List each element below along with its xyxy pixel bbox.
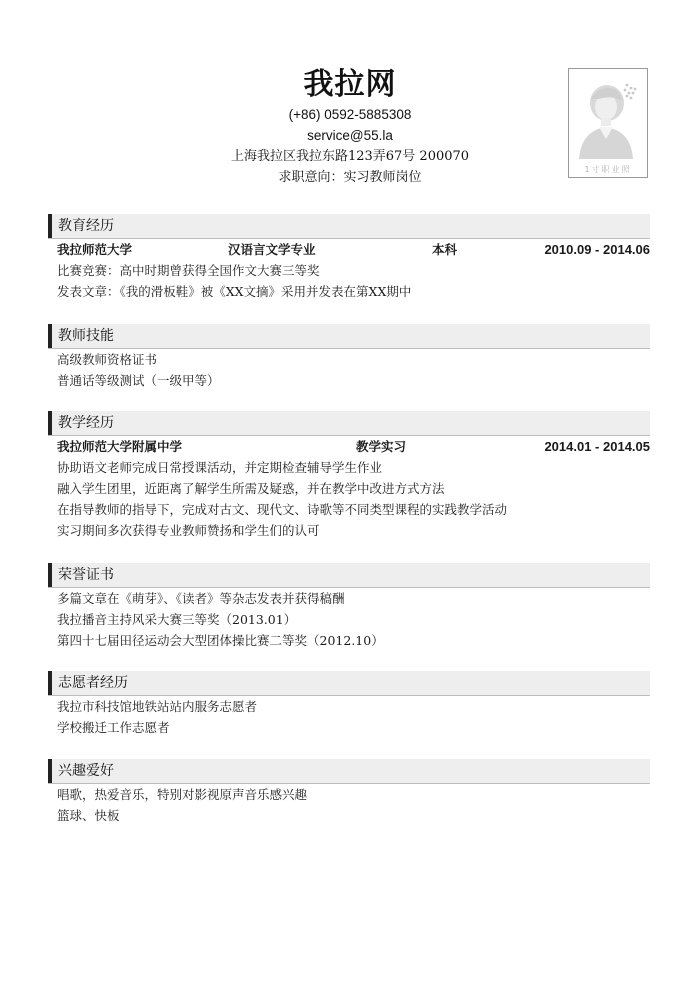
major: 汉语言文学专业 [228, 242, 316, 257]
section-title: 荣誉证书 [48, 563, 650, 587]
list-item: 比赛竞赛：高中时期曾获得全国作文大赛三等奖 [57, 263, 320, 278]
list-item: 发表文章：《我的滑板鞋》被《XX文摘》采用并发表在第XX期中 [57, 284, 412, 299]
section-education [48, 214, 650, 302]
home-address: 上海我拉区我拉东路123弄67号 200070 [230, 149, 470, 164]
list-item: 我拉播音主持风采大赛三等奖（2013.01） [57, 612, 297, 627]
degree: 本科 [432, 242, 458, 257]
role: 教学实习 [356, 439, 407, 454]
section-title: 教育经历 [48, 214, 650, 238]
list-item: 融入学生团里，近距离了解学生所需及疑惑，并在教学中改进方式方法 [57, 481, 445, 496]
section-volunteer [48, 671, 650, 738]
school-name: 我拉师范大学附属中学 [57, 439, 183, 454]
list-item: 普通话等级测试（一级甲等） [57, 373, 220, 388]
list-item: 多篇文章在《萌芽》、《读者》等杂志发表并获得稿酬 [57, 591, 345, 606]
list-item: 唱歌，热爱音乐，特别对影视原声音乐感兴趣 [57, 787, 308, 802]
email-address: service@55.la [307, 128, 393, 143]
list-item: 篮球、快板 [57, 808, 120, 823]
photo-caption: 1寸职业照 [584, 165, 632, 174]
list-item: 在指导教师的指导下，完成对古文、现代文、诗歌等不同类型课程的实践教学活动 [57, 502, 508, 517]
list-item: 学校搬迁工作志愿者 [57, 720, 170, 735]
job-objective: 求职意向：实习教师岗位 [278, 170, 422, 185]
section-teaching [48, 411, 650, 541]
section-honors [48, 563, 650, 651]
list-item: 第四十七届田径运动会大型团体操比赛二等奖（2012.10） [57, 633, 384, 648]
teaching-period: 2014.01 - 2014.05 [544, 439, 650, 454]
list-item: 高级教师资格证书 [57, 352, 158, 367]
phone-number: (+86) 0592-5885308 [288, 107, 412, 122]
teaching-entry [48, 436, 650, 457]
profile-photo [568, 68, 648, 178]
section-title: 教师技能 [48, 324, 650, 348]
section-title: 兴趣爱好 [48, 759, 650, 783]
candidate-name: 我拉网 [303, 67, 397, 102]
list-item: 协助语文老师完成日常授课活动，并定期检查辅导学生作业 [57, 460, 383, 475]
education-entry [48, 239, 650, 260]
list-item: 我拉市科技馆地铁站站内服务志愿者 [57, 699, 258, 714]
section-title: 教学经历 [48, 411, 650, 435]
avatar-placeholder-icon [569, 69, 647, 177]
section-hobbies [48, 759, 650, 826]
study-period: 2010.09 - 2014.06 [544, 242, 650, 257]
list-item: 实习期间多次获得专业教师赞扬和学生们的认可 [57, 523, 320, 538]
school-name: 我拉师范大学 [57, 242, 133, 257]
section-title: 志愿者经历 [48, 671, 650, 695]
section-skills [48, 324, 650, 391]
